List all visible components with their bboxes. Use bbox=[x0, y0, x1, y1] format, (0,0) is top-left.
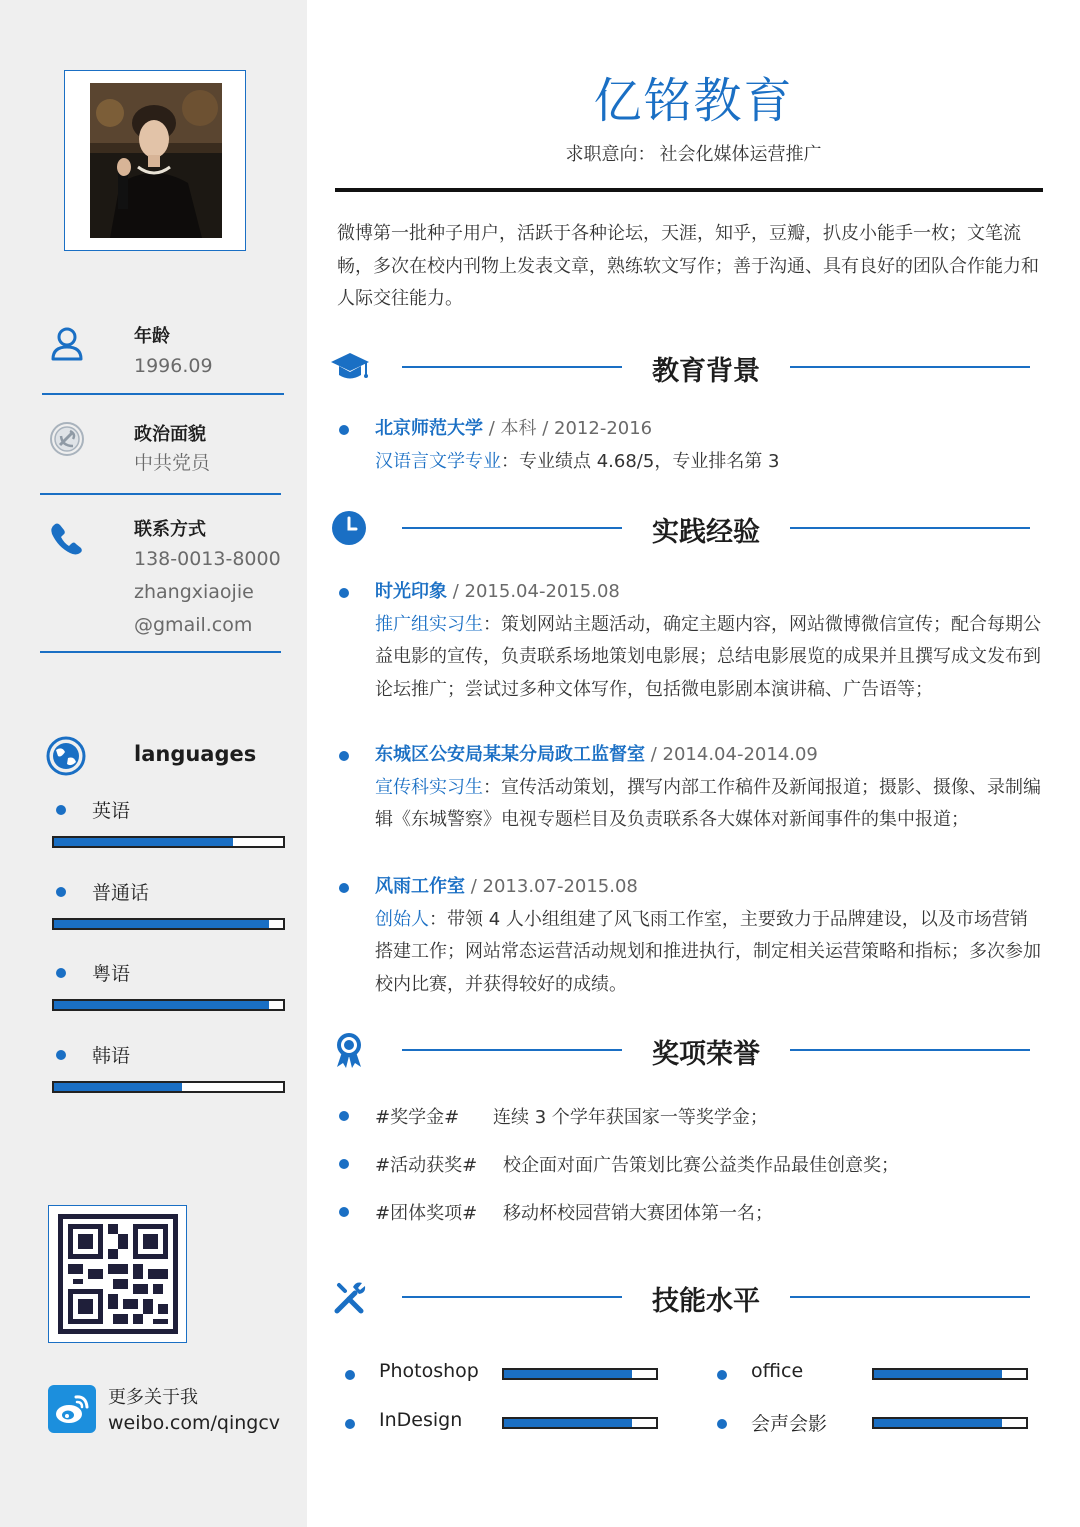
contact-label: 联系方式 bbox=[134, 519, 206, 540]
major-name: 汉语言文学专业 bbox=[375, 450, 501, 472]
skills-section-header bbox=[307, 1277, 1080, 1317]
language-item bbox=[0, 959, 307, 1019]
section-rule-left bbox=[402, 527, 622, 529]
experience-org-line bbox=[375, 739, 1043, 772]
skill-name: office bbox=[751, 1360, 804, 1382]
phone-value: 138-0013-8000 bbox=[134, 548, 281, 570]
section-rule-right bbox=[790, 527, 1030, 529]
bullet-dot bbox=[339, 883, 349, 893]
party-emblem-icon bbox=[48, 420, 86, 458]
skill-level-fill bbox=[874, 1370, 1002, 1378]
weibo-icon[interactable] bbox=[48, 1385, 96, 1433]
politics-label: 政治面貌 bbox=[134, 424, 206, 445]
award-ribbon-icon bbox=[329, 1030, 369, 1070]
language-level-bar bbox=[52, 836, 285, 848]
section-rule-right bbox=[790, 1049, 1030, 1051]
skill-level-bar bbox=[502, 1368, 658, 1380]
language-level-fill bbox=[54, 920, 269, 928]
experience-org: 风雨工作室 bbox=[375, 876, 465, 897]
experience-entry bbox=[375, 871, 1043, 1001]
language-item bbox=[0, 1041, 307, 1101]
experience-org: 东城区公安局某某分局政工监督室 bbox=[375, 744, 645, 765]
experience-description: ：策划网站主题活动，确定主题内容，网站微博微信宣传；配合每期公益电影的宣传，负责联系场地策划电影展；总结电影展览的成果并且撰写成文发布到论坛推广；尝试过多种文体写作，包括微电影剧本演讲稿、广告语等； bbox=[375, 613, 1041, 700]
experience-description: ：宣传活动策划，撰写内部工作稿件及新闻报道；摄影、摄像、录制编辑《东城警察》电视专题栏目及负责联系各大媒体对新闻事件的集中报道； bbox=[375, 776, 1041, 830]
skill-level-bar bbox=[872, 1368, 1028, 1380]
experience-detail bbox=[375, 904, 1043, 1002]
award-item bbox=[375, 1151, 899, 1177]
bullet-dot bbox=[56, 805, 66, 815]
main-content bbox=[307, 0, 1080, 1527]
tools-icon bbox=[329, 1277, 369, 1317]
profile-photo bbox=[90, 83, 222, 238]
education-entry bbox=[375, 413, 1043, 478]
education-meta: / 本科 / 2012-2016 bbox=[483, 418, 653, 439]
section-rule-right bbox=[790, 1296, 1030, 1298]
skill-name: 会声会影 bbox=[751, 1413, 828, 1435]
language-item bbox=[0, 878, 307, 938]
skill-level-fill bbox=[504, 1419, 632, 1427]
experience-org: 时光印象 bbox=[375, 581, 447, 602]
experience-org-line bbox=[375, 871, 1043, 904]
phone-icon bbox=[48, 519, 86, 557]
bullet-dot bbox=[339, 425, 349, 435]
skill-item bbox=[345, 1409, 665, 1439]
globe-icon bbox=[46, 736, 86, 776]
objective-value: 社会化媒体运营推广 bbox=[659, 144, 822, 165]
skill-item bbox=[717, 1409, 1037, 1439]
education-major-line bbox=[375, 446, 1043, 479]
skill-item bbox=[345, 1360, 665, 1390]
age-block bbox=[0, 322, 307, 394]
bullet-dot bbox=[339, 1159, 349, 1169]
bullet-dot bbox=[56, 1050, 66, 1060]
skill-item bbox=[717, 1360, 1037, 1390]
clock-icon bbox=[329, 508, 369, 548]
experience-entry bbox=[375, 576, 1043, 706]
user-icon bbox=[48, 324, 86, 362]
profile-photo-frame bbox=[64, 70, 246, 251]
section-title: 奖项荣誉 bbox=[652, 1039, 760, 1070]
contact-block bbox=[0, 515, 307, 655]
email-value-line2: @gmail.com bbox=[134, 614, 253, 636]
skill-level-bar bbox=[872, 1417, 1028, 1429]
award-tag: #团体奖项# bbox=[375, 1203, 478, 1224]
skill-name: InDesign bbox=[379, 1409, 463, 1431]
graduation-cap-icon bbox=[329, 347, 369, 387]
divider bbox=[40, 651, 281, 653]
language-level-bar bbox=[52, 918, 285, 930]
experience-meta: / 2014.04-2014.09 bbox=[645, 744, 818, 765]
experience-org-line bbox=[375, 576, 1043, 609]
language-level-bar bbox=[52, 999, 285, 1011]
bullet-dot bbox=[56, 968, 66, 978]
bullet-dot bbox=[339, 1207, 349, 1217]
sidebar bbox=[0, 0, 307, 1527]
experience-role: 宣传科实习生 bbox=[375, 776, 483, 798]
language-name: 韩语 bbox=[92, 1045, 131, 1067]
language-level-fill bbox=[54, 1083, 182, 1091]
header-rule bbox=[335, 188, 1043, 192]
language-level-fill bbox=[54, 838, 233, 846]
experience-role: 推广组实习生 bbox=[375, 613, 483, 635]
section-title: 教育背景 bbox=[652, 356, 760, 387]
self-summary: 微博第一批种子用户，活跃于各种论坛，天涯，知乎，豆瓣，扒皮小能手一枚；文笔流畅，多次在校内刊物上发表文章，熟练软文写作；善于沟通、具有良好的团队合作能力和人际交往能力。 bbox=[337, 223, 1039, 309]
skill-name: Photoshop bbox=[379, 1360, 479, 1382]
bullet-dot bbox=[345, 1419, 355, 1429]
skill-level-fill bbox=[874, 1419, 1002, 1427]
major-detail: ：专业绩点 4.68/5，专业排名第 3 bbox=[501, 450, 780, 472]
language-name: 普通话 bbox=[92, 882, 150, 904]
award-text: 连续 3 个学年获国家一等奖学金； bbox=[493, 1107, 768, 1128]
bullet-dot bbox=[339, 751, 349, 761]
section-title: 技能水平 bbox=[652, 1286, 760, 1317]
weibo-link[interactable]: weibo.com/qingcv bbox=[108, 1412, 281, 1434]
language-level-bar bbox=[52, 1081, 285, 1093]
bullet-dot bbox=[717, 1419, 727, 1429]
education-section-header bbox=[307, 347, 1080, 387]
bullet-dot bbox=[717, 1370, 727, 1380]
politics-block bbox=[0, 420, 307, 492]
language-name: 英语 bbox=[92, 800, 131, 822]
education-school-line bbox=[375, 413, 1043, 446]
section-rule-left bbox=[402, 366, 622, 368]
experience-section-header bbox=[307, 508, 1080, 548]
experience-meta: / 2013.07-2015.08 bbox=[465, 876, 638, 897]
age-value: 1996.09 bbox=[134, 355, 213, 377]
resume-name: 亿铭教育 bbox=[593, 73, 794, 129]
bullet-dot bbox=[339, 588, 349, 598]
experience-detail bbox=[375, 772, 1043, 837]
divider bbox=[42, 393, 284, 395]
award-tag: #活动获奖# bbox=[375, 1155, 478, 1176]
experience-meta: / 2015.04-2015.08 bbox=[447, 581, 620, 602]
bullet-dot bbox=[339, 1111, 349, 1121]
experience-detail bbox=[375, 609, 1043, 707]
section-rule-right bbox=[790, 366, 1030, 368]
objective-label: 求职意向： bbox=[565, 144, 656, 165]
age-label: 年龄 bbox=[134, 326, 170, 347]
awards-section-header bbox=[307, 1030, 1080, 1070]
job-objective bbox=[307, 140, 1080, 166]
award-item bbox=[375, 1103, 768, 1129]
languages-title: languages bbox=[134, 742, 257, 766]
section-rule-left bbox=[402, 1049, 622, 1051]
qr-code[interactable] bbox=[48, 1205, 187, 1343]
section-title: 实践经验 bbox=[652, 517, 760, 548]
language-level-fill bbox=[54, 1001, 269, 1009]
politics-value: 中共党员 bbox=[134, 452, 211, 474]
experience-description: ：带领 4 人小组组建了风飞雨工作室，主要致力于品牌建设，以及市场营销搭建工作；网站常态运营活动规划和推进执行，制定相关运营策略和指标；多次参加校内比赛，并获得较好的成绩。 bbox=[375, 908, 1041, 995]
more-about-me-label: 更多关于我 bbox=[108, 1387, 198, 1408]
divider bbox=[40, 493, 281, 495]
section-rule-left bbox=[402, 1296, 622, 1298]
skill-level-fill bbox=[504, 1370, 632, 1378]
award-text: 移动杯校园营销大赛团体第一名； bbox=[503, 1203, 773, 1224]
award-item bbox=[375, 1199, 773, 1225]
school-name: 北京师范大学 bbox=[375, 418, 483, 439]
award-text: 校企面对面广告策划比赛公益类作品最佳创意奖； bbox=[503, 1155, 899, 1176]
award-tag: #奖学金# bbox=[375, 1107, 460, 1128]
skill-level-bar bbox=[502, 1417, 658, 1429]
experience-entry bbox=[375, 739, 1043, 837]
bullet-dot bbox=[56, 887, 66, 897]
language-name: 粤语 bbox=[92, 963, 131, 985]
experience-role: 创始人 bbox=[375, 908, 429, 930]
language-item bbox=[0, 796, 307, 856]
email-value-line1: zhangxiaojie bbox=[134, 581, 254, 603]
bullet-dot bbox=[345, 1370, 355, 1380]
